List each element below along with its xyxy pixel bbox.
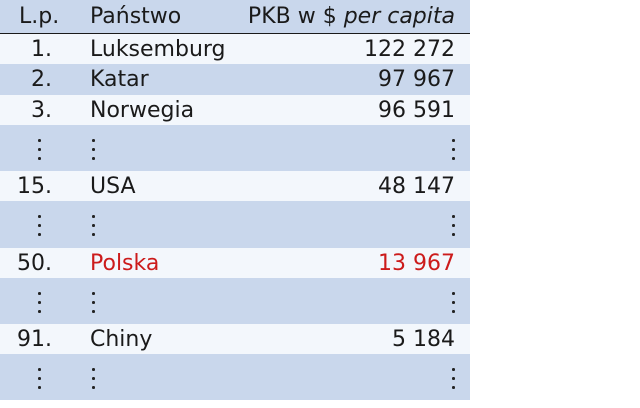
row-lp: 50. xyxy=(17,251,52,276)
header-country: Państwo xyxy=(90,4,182,29)
vertical-ellipsis xyxy=(38,362,42,392)
ellipsis-row xyxy=(0,354,470,400)
header-gdp-italic: per capita xyxy=(343,4,455,29)
header-gdp xyxy=(248,0,455,33)
row-gdp: 97 967 xyxy=(378,67,455,92)
vertical-ellipsis xyxy=(452,133,456,163)
table-row xyxy=(0,34,470,64)
row-lp: 2. xyxy=(31,67,52,92)
table-row xyxy=(0,64,470,95)
row-gdp: 122 272 xyxy=(364,37,455,62)
row-gdp: 13 967 xyxy=(378,251,455,276)
table-row xyxy=(0,171,470,201)
row-lp: 1. xyxy=(31,37,52,62)
table-row-highlighted xyxy=(0,248,470,278)
row-country: Katar xyxy=(90,67,149,92)
row-lp: 3. xyxy=(31,98,52,123)
vertical-ellipsis xyxy=(452,362,456,392)
table-header xyxy=(0,0,470,34)
ellipsis-row xyxy=(0,125,470,171)
row-lp: 15. xyxy=(17,174,52,199)
table-row xyxy=(0,324,470,354)
row-country: Chiny xyxy=(90,327,153,352)
vertical-ellipsis xyxy=(38,133,42,163)
ellipsis-row xyxy=(0,201,470,248)
header-gdp-prefix: PKB w $ xyxy=(247,4,337,29)
row-gdp: 96 591 xyxy=(378,98,455,123)
vertical-ellipsis xyxy=(92,286,96,316)
vertical-ellipsis xyxy=(92,133,96,163)
vertical-ellipsis xyxy=(452,209,456,239)
vertical-ellipsis xyxy=(92,209,96,239)
row-gdp: 48 147 xyxy=(378,174,455,199)
row-country: Norwegia xyxy=(90,98,195,123)
table-row xyxy=(0,95,470,125)
ellipsis-row xyxy=(0,278,470,324)
row-gdp: 5 184 xyxy=(392,327,455,352)
row-country: Polska xyxy=(90,251,160,276)
row-country: Luksemburg xyxy=(90,37,226,62)
row-country: USA xyxy=(90,174,136,199)
vertical-ellipsis xyxy=(452,286,456,316)
vertical-ellipsis xyxy=(92,362,96,392)
row-lp: 91. xyxy=(17,327,52,352)
vertical-ellipsis xyxy=(38,286,42,316)
vertical-ellipsis xyxy=(38,209,42,239)
header-lp: L.p. xyxy=(19,4,60,29)
